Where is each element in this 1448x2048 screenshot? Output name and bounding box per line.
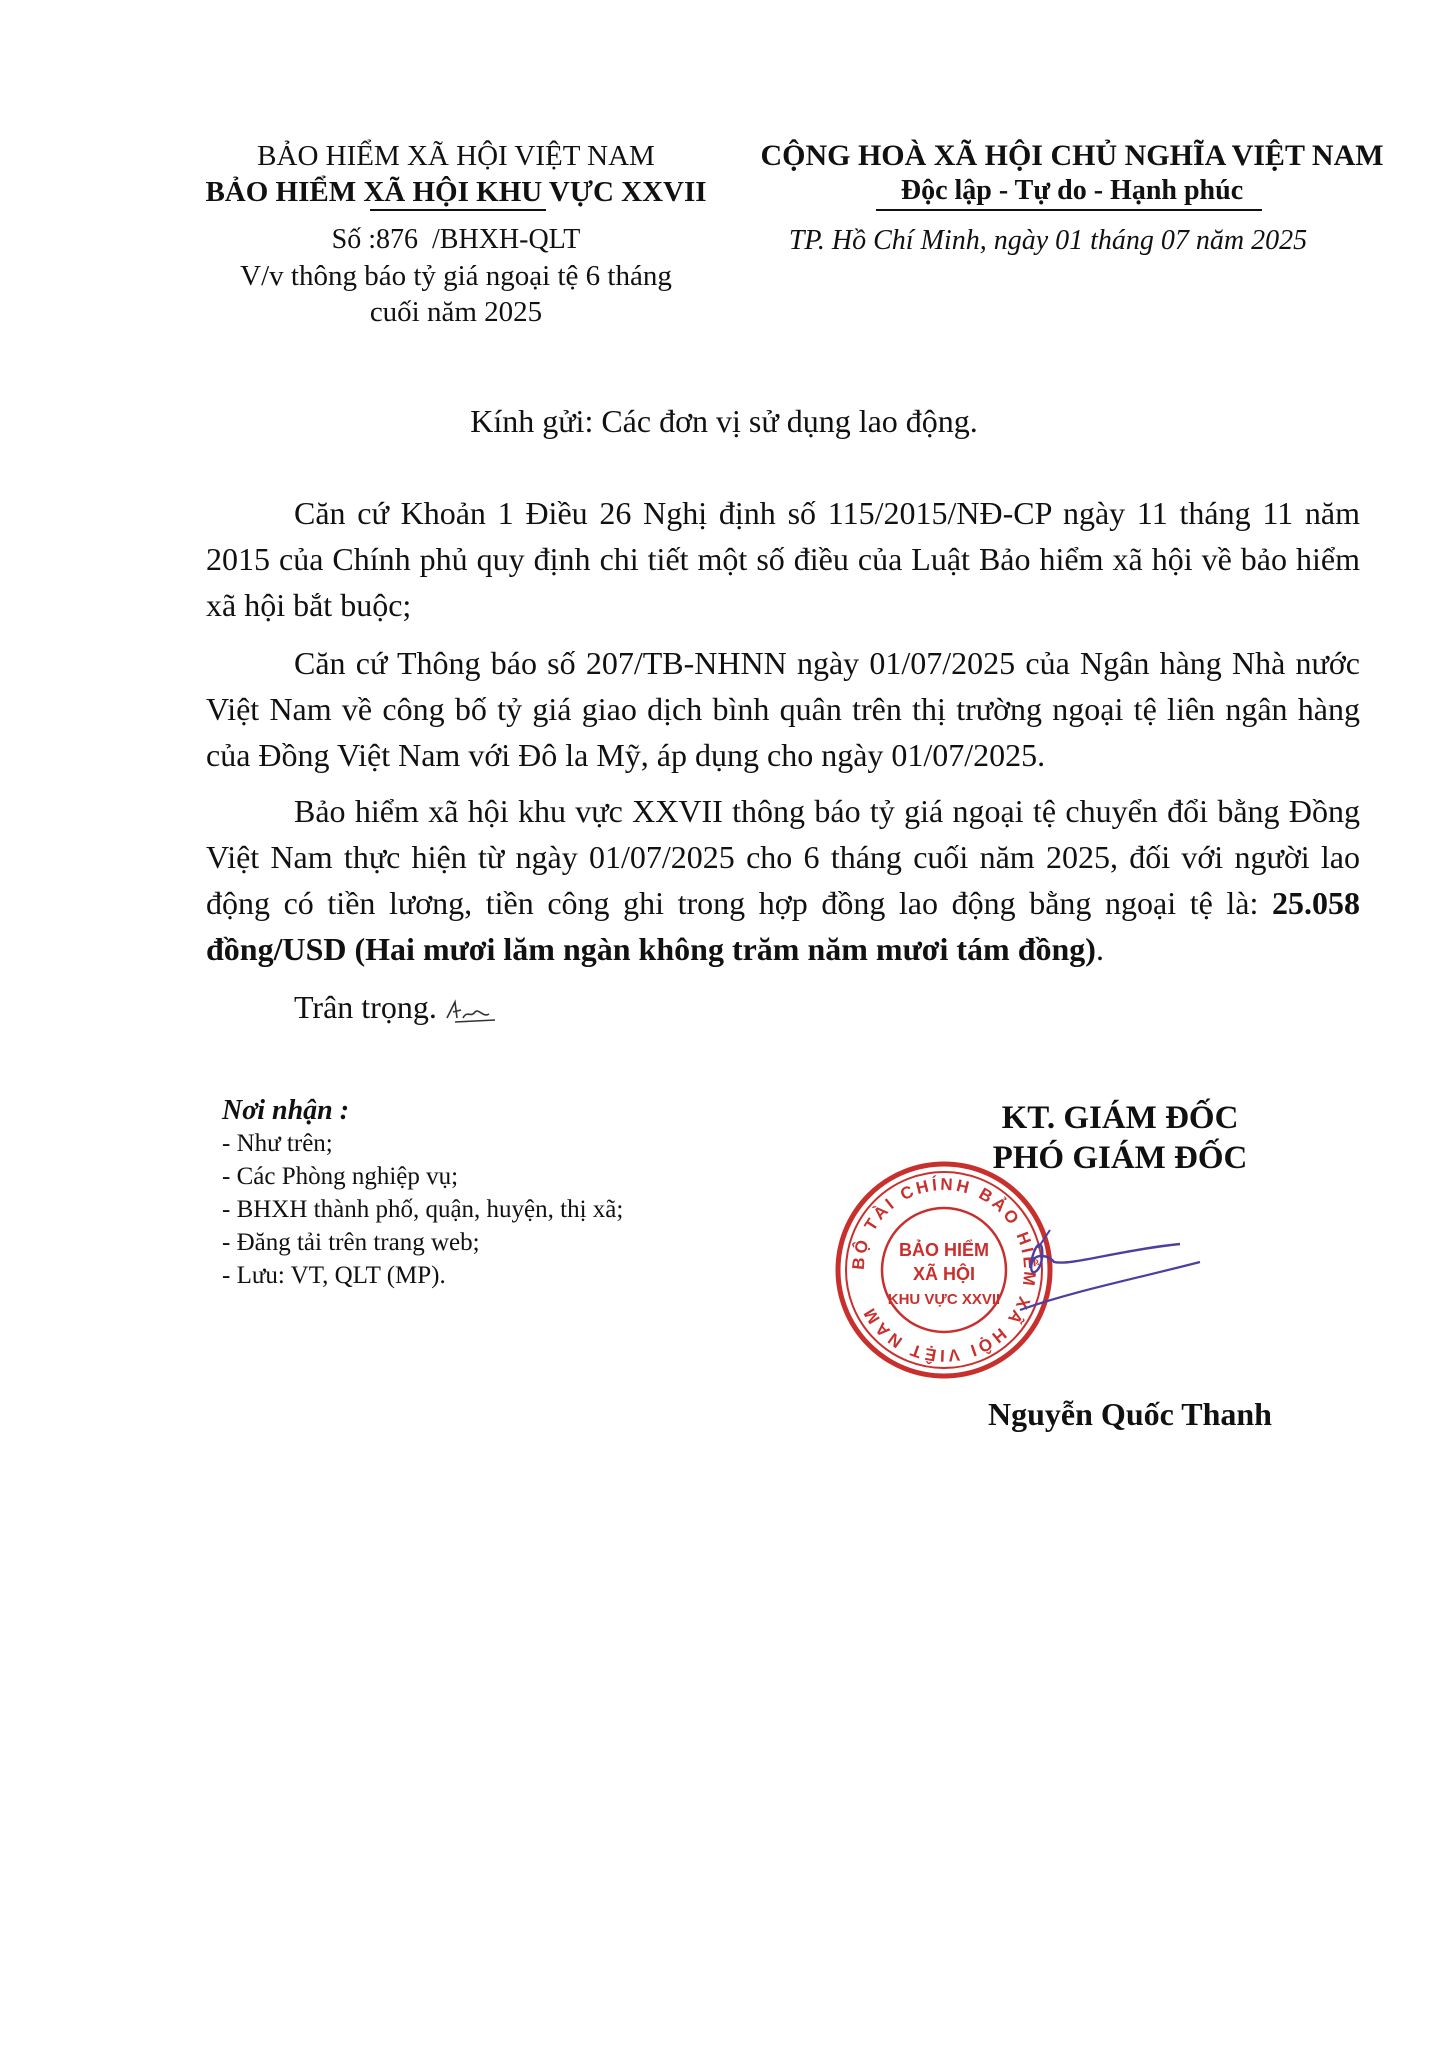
recipients-block xyxy=(222,1094,623,1292)
doc-number-value: 876 xyxy=(376,224,419,255)
addressee: Kính gửi: Các đơn vị sử dụng lao động. xyxy=(470,403,978,439)
seal-center-line-2: XÃ HỘI xyxy=(912,1264,976,1284)
motto-underline xyxy=(876,209,1262,211)
seal-ring-text: BỘ TÀI CHÍNH BẢO HIỂM XÃ HỘI VIỆT NAM xyxy=(848,1174,1040,1366)
closing-text: Trân trọng. xyxy=(294,989,437,1025)
seal-center-line-1: BẢO HIỂM xyxy=(899,1240,989,1260)
paragraph-2 xyxy=(206,640,1360,778)
doc-number xyxy=(196,222,716,258)
subject-line-1: V/v thông báo tỷ giá ngoại tệ 6 tháng xyxy=(240,260,672,292)
paragraph-2-text: Căn cứ Thông báo số 207/TB-NHNN ngày 01/07/2025 của Ngân hàng Nhà nước Việt Nam về công bố tỷ giá giao dịch bình quân trên thị trường ngoại tệ liên ngân hàng của Đồng Việt Nam với Đô la Mỹ, áp dụng cho ngày 01/07/2025. xyxy=(206,645,1360,773)
signature-title-2: PHÓ GIÁM ĐỐC xyxy=(992,1140,1248,1176)
seal-center-line-3: KHU VỰC XXVII xyxy=(887,1291,1001,1308)
doc-number-prefix: Số : xyxy=(331,224,377,255)
initials-mark-icon xyxy=(445,996,499,1026)
closing xyxy=(294,984,499,1030)
paragraph-3-text xyxy=(206,788,1360,972)
recipient-item: - Đăng tải trên trang web; xyxy=(222,1229,480,1256)
paragraph-3-end: . xyxy=(1095,931,1104,967)
paragraph-1-text: Căn cứ Khoản 1 Điều 26 Nghị định số 115/2015/NĐ-CP ngày 11 tháng 11 năm 2015 của Chính phủ quy định chi tiết một số điều của Luật Bảo hiểm xã hội về bảo hiểm xã hội bắt buộc; xyxy=(206,495,1360,623)
paragraph-3 xyxy=(206,788,1360,972)
agency-parent: BẢO HIỂM XÃ HỘI VIỆT NAM xyxy=(257,140,655,172)
date-month: 07 xyxy=(1160,225,1189,256)
signer-name: Nguyễn Quốc Thanh xyxy=(988,1396,1272,1432)
date-line xyxy=(728,223,1368,259)
date-month-label: tháng xyxy=(1090,225,1154,256)
date-prefix: TP. Hồ Chí Minh, ngày xyxy=(788,225,1049,256)
recipient-item: - BHXH thành phố, quận, huyện, thị xã; xyxy=(222,1196,624,1223)
recipient-item: - Lưu: VT, QLT (MP). xyxy=(222,1262,446,1289)
date-year-label: năm 2025 xyxy=(1195,225,1308,256)
agency-underline xyxy=(370,209,546,211)
agency-name: BẢO HIỂM XÃ HỘI KHU VỰC XXVII xyxy=(205,176,707,208)
subject-line-2: cuối năm 2025 xyxy=(369,296,543,328)
exchange-rate: 25.058 đồng/USD (Hai mươi lăm ngàn không trăm năm mươi tám đồng) xyxy=(206,885,1360,967)
recipient-item: - Như trên; xyxy=(222,1130,333,1157)
doc-number-suffix: /BHXH-QLT xyxy=(432,224,581,255)
country-name: CỘNG HOÀ XÃ HỘI CHỦ NGHĨA VIỆT NAM xyxy=(760,139,1384,172)
date-day: 01 xyxy=(1055,225,1084,256)
signature-title-1: KT. GIÁM ĐỐC xyxy=(1001,1100,1239,1136)
motto: Độc lập - Tự do - Hạnh phúc xyxy=(900,175,1244,206)
paragraph-3-start: Bảo hiểm xã hội khu vực XXVII thông báo tỷ giá ngoại tệ chuyển đổi bằng Đồng Việt Nam thực hiện từ ngày 01/07/2025 cho 6 tháng cuối năm 2025, đối với người lao động có tiền lương, tiền công ghi trong hợp đồng lao động bằng ngoại tệ là: xyxy=(206,793,1360,921)
recipients-title: Nơi nhận : xyxy=(222,1095,350,1126)
handwritten-signature xyxy=(1010,1222,1210,1322)
paragraph-1 xyxy=(206,490,1360,628)
recipient-item: - Các Phòng nghiệp vụ; xyxy=(222,1163,459,1190)
